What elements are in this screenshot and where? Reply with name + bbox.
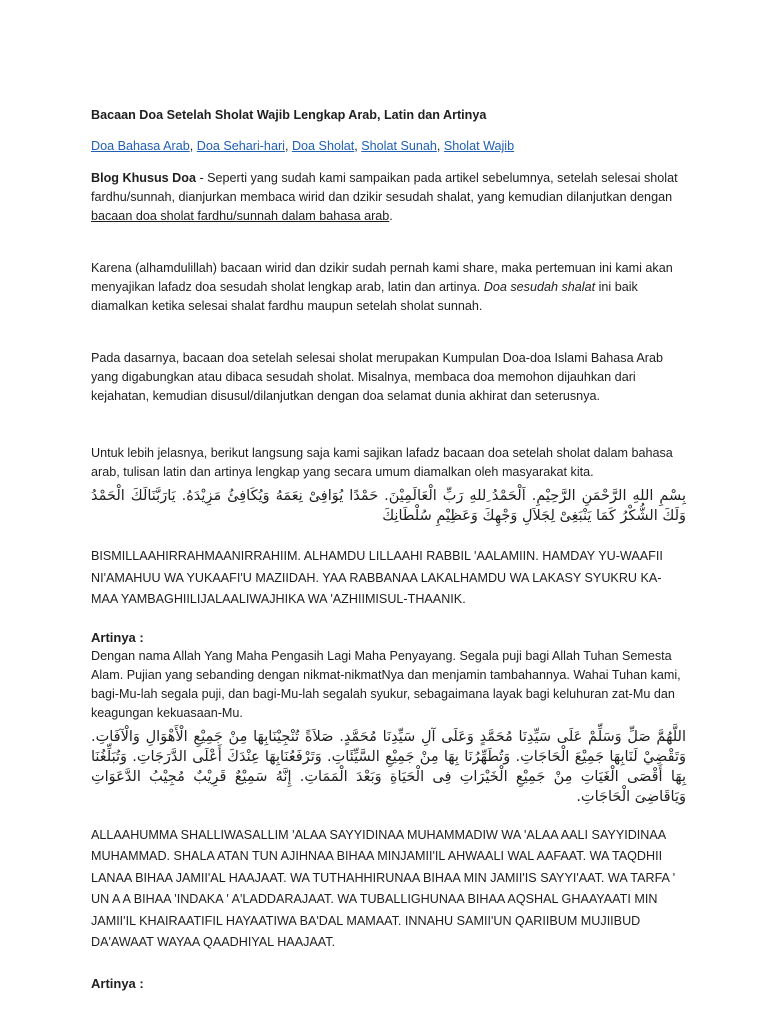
paragraph-2-italic: Doa sesudah shalat (483, 280, 596, 294)
paragraph-2-end: ini baik diamalkan ketika selesai shalat fardhu maupun setelah sholat sunnah. (91, 280, 638, 313)
paragraph-2-text: Karena (alhamdulillah) bacaan wirid dan dzikir sudah pernah kami share, maka pertemuan ini kami akan menyajikan lafadz doa sesudah sholat lengkap arab, latin dan artinya. (91, 261, 673, 294)
link-sholat-sunah[interactable]: Sholat Sunah (361, 139, 437, 153)
doa-2-latin-text: ALLAAHUMMA SHALLIWASALLIM 'ALAA SAYYIDINAA MUHAMMADIW WA 'ALAA AALI SAYYIDINAA MUHAMMAD. SHALA ATAN TUN AJIHNAA BIHAA MINJAMII'IL AHWAALI WAL AAFAAT. WA TAQDHII LANAA BIHAA JAMII'AL HAAJAAT. WA TUTHAHHIRUNAA BIHAA MIN JAMII'IS SAYYI'AAT. WA TARFA ' UN A A BIHAA 'INDAKA ' A'LADDARAJAAT. WA TUBALLIGHUNAA BIHAA AQSHAL GHAAYAATI MIN JAMII'IL KHAIRAATIFIL HAYAATIWA BA'DAL MAMAAT. INNAHU SAMII'UN QARIIBUM MUJIIBUD DA'AWAAT WAYAA QAADHIYAL HAAJAAT. (91, 827, 676, 949)
intro-paragraph (91, 169, 686, 226)
link-doa-sholat[interactable]: Doa Sholat (291, 139, 355, 153)
doa-1-translation: Dengan nama Allah Yang Maha Pengasih Lagi Maha Penyayang. Segala puji bagi Allah Tuhan Semesta Alam. Pujian yang sebanding dengan nikmat-nikmatNya dan menjamin tambahannya. Wahai Tuhan kami, bagi-Mu-lah segala puji, dan bagi-Mu-lah segalah syukur, sebagaimana layak bagi keluhuran zat-Mu dan keagungan kekuasaan-Mu. (91, 648, 681, 720)
link-doa-bahasa-arab[interactable]: Doa Bahasa Arab (91, 139, 190, 153)
intro-text: - Seperti yang sudah kami sampaikan pada artikel sebelumnya, setelah selesai sholat fardhu/sunnah, dianjurkan membaca wirid dan dzikir sesudah shalat, yang kemudian dilanjutkan dengan (91, 171, 678, 204)
link-separator: , (189, 139, 197, 153)
intro-end: . (389, 209, 393, 223)
paragraph-4: Untuk lebih jelasnya, berikut langsung saja kami sajikan lafadz bacaan doa setelah sholat dalam bahasa arab, tulisan latin dan artinya lengkap yang secara umum diamalkan oleh masyarakat kita. (91, 446, 673, 479)
link-doa-sehari-hari[interactable]: Doa Sehari-hari (196, 139, 285, 153)
paragraph-3: Pada dasarnya, bacaan doa setelah selesai sholat merupakan Kumpulan Doa-doa Islami Bahasa Arab yang digabungkan atau dibaca sesudah sholat. Misalnya, membaca doa memohon dijauhkan dari kejahatan, kemudian disusul/dilanjutkan dengan doa selamat dunia akhirat dan seterusnya. (91, 351, 663, 403)
doa-1-latin-text: BISMILLAAHIRRAHMAANIRRAHIIM. ALHAMDU LILLAAHI RABBIL 'AALAMIIN. HAMDAY YU-WAAFII NI'AMAHUU WA YUKAAFI'U MAZIIDAH. YAA RABBANAA LAKALHAMDU WA LAKASY SYUKRU KA-MAA YAMBAGHIILIJALAALIWAJHIKA WA 'AZHIIMISUL-THAANIK. (91, 549, 663, 606)
link-separator: , (284, 139, 292, 153)
doa-1-artinya-label: Artinya : (91, 629, 144, 645)
link-separator: , (436, 139, 444, 153)
doa-2-artinya-label: Artinya : (91, 975, 144, 991)
doa-2-arabic-text: اللَّهُمَّ صَلِّ وَسَلِّمْ عَلَى سَيِّدِنَا مُحَمَّدٍ وَعَلَى آلِ سَيِّدِنَا مُحَمَّدٍ. صَلاَةً تُنْجِيْنَابِهَا مِنْ جَمِيْعِ الْأَهْوَالِ وَالْآفَاتِ. وَتَقْضِيْ لَنَابِهَا جَمِيْعَ الْحَاجَاتِ. وَتُطَهِّرُنَا بِهَا مِنْ جَمِيْعِ السَّيِّئَاتِ. وَتَرْفَعُنَابِهَا عِنْدَكَ أَعْلَى الدَّرَجَاتِ. وَتُبَلِّغُنَا بِهَا أَقْصَى الْغَيَاتِ مِنْ جَمِيْعِ الْخَيْرَاتِ فِى الْحَيَاةِ وَبَعْدَ الْمَمَاتِ. إِنَّهُ سَمِيْعٌ قَرِيْبٌ مُجِيْبُ الدَّعَوَاتِ وَيَاقَاضِىَ الْحَاجَاتِ. (91, 728, 686, 805)
document-content (91, 106, 686, 993)
doa-1-arabic-text: بِسْمِ اللهِ الرَّحْمَنِ الرَّحِيْمِ. اَلْحَمْدُ ِللهِ رَبِّ الْعَالَمِيْنَ. حَمْدًا يُوَافِىْ نِعَمَهُ وَيُكَافِئُ مَزِيْدَهُ. يَارَبَّنَالَكَ الْحَمْدُ وَلَكَ الشُّكْرُ كَمَا يَنْبَغِىْ لِجَلاَلِ وَجْهِكَ وَعَظِيْمِ سُلْطَانِكَ (91, 488, 686, 524)
page-title: Bacaan Doa Setelah Sholat Wajib Lengkap Arab, Latin dan Artinya (91, 108, 487, 122)
link-separator: , (354, 139, 362, 153)
category-links (91, 137, 686, 156)
paragraph-2 (91, 259, 686, 316)
link-sholat-wajib[interactable]: Sholat Wajib (443, 139, 515, 153)
blog-name: Blog Khusus Doa (91, 171, 196, 185)
intro-underlined-phrase: bacaan doa sholat fardhu/sunnah dalam bahasa arab (91, 209, 390, 223)
